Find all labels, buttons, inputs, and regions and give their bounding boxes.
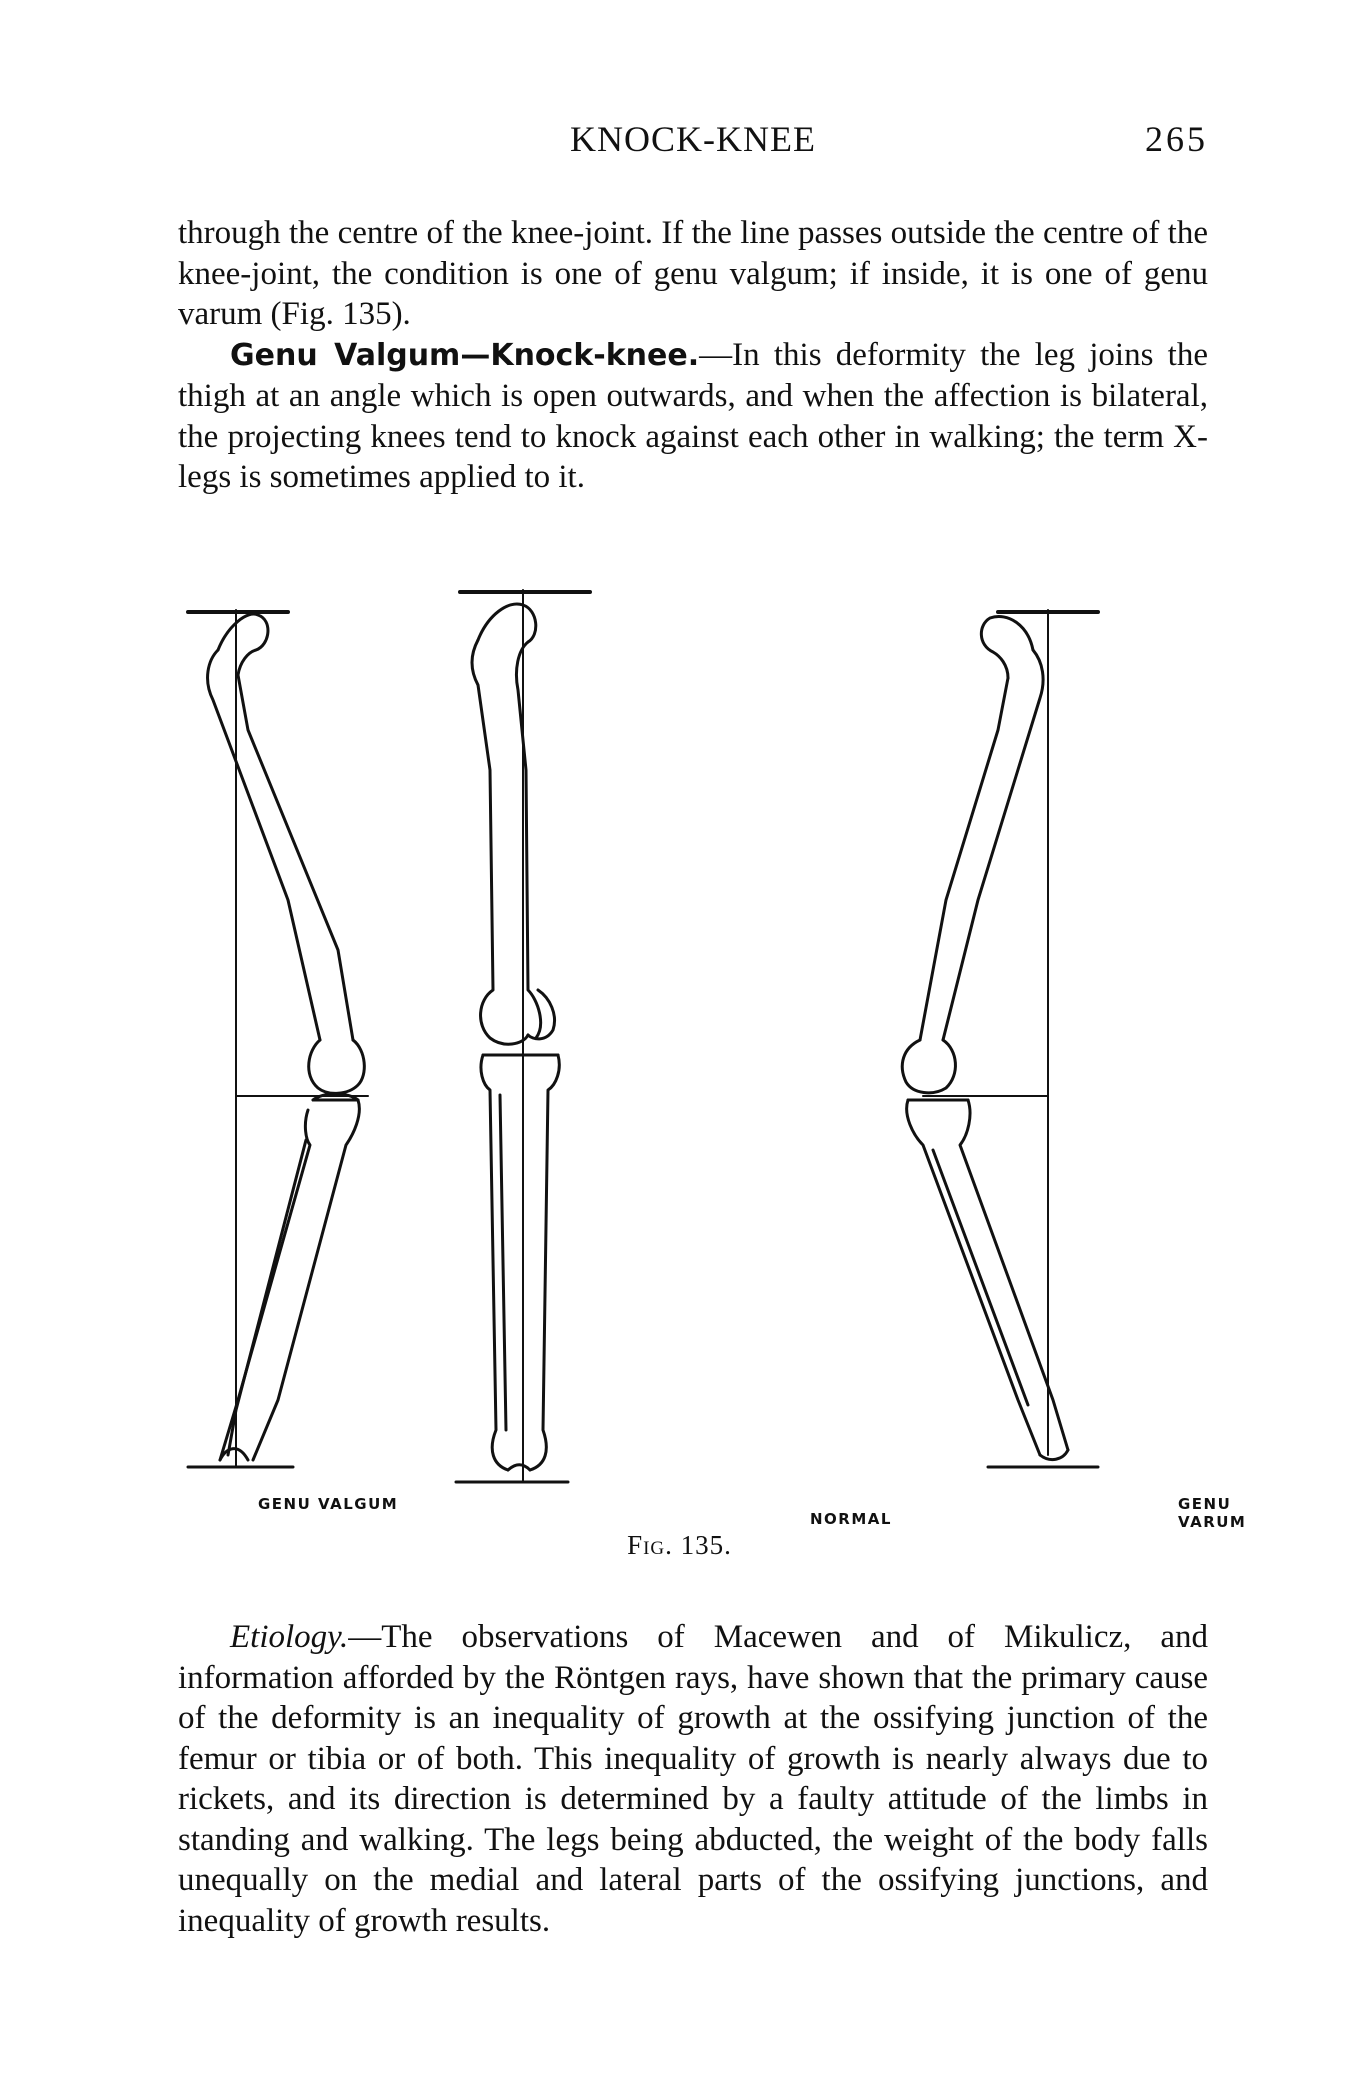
genu-valgum-diagram bbox=[188, 610, 368, 1467]
paragraph-etiology-text: —The observations of Macewen and of Mikulicz, and information afforded by the Röntgen rays, have shown that the primary cause of the deformity is an inequality of growth at the ossifying junction of the femur or tibia or of both. This inequality of growth is nearly always due to rickets, and its direction is determined by a faulty attitude of the limbs in standing and walking. The legs being abducted, the weight of the body falls unequally on the medial and lateral parts of the ossifying junctions, and inequality of growth results. bbox=[178, 1619, 1208, 1939]
section-heading-genu-valgum: Genu Valgum—Knock-knee. bbox=[230, 337, 700, 373]
label-normal: NORMAL bbox=[810, 1510, 892, 1528]
paragraph-etiology bbox=[178, 1617, 1208, 1941]
running-header bbox=[178, 118, 1208, 168]
figure-caption bbox=[0, 1530, 1359, 1561]
leg-diagrams bbox=[178, 570, 1208, 1500]
text-block-top bbox=[178, 213, 1208, 498]
page-number: 265 bbox=[1145, 119, 1208, 159]
paragraph-genu-valgum bbox=[178, 335, 1208, 498]
chapter-title: KNOCK-KNEE bbox=[570, 119, 816, 159]
text-block-bottom bbox=[178, 1617, 1208, 1941]
figure-caption-number: 135. bbox=[680, 1530, 732, 1560]
figure-caption-prefix: Fig. bbox=[627, 1530, 673, 1560]
figure-135 bbox=[178, 570, 1247, 1531]
section-heading-etiology: Etiology. bbox=[230, 1619, 349, 1655]
paragraph-continued: through the centre of the knee-joint. If the line passes outside the centre of the knee-joint, the condition is one of genu valgum; if inside, it is one of genu varum (Fig. 135). bbox=[178, 215, 1208, 332]
label-genu-varum: GENU VARUM bbox=[1178, 1495, 1247, 1531]
genu-varum-diagram bbox=[902, 610, 1098, 1467]
normal-diagram bbox=[456, 590, 590, 1482]
paragraph-genu-valgum-text: —In this deformity the leg joins the thigh at an angle which is open outwards, and when the affection is bilateral, the projecting knees tend to knock against each other in walking; the term X-legs is sometimes applied to it. bbox=[178, 336, 1208, 495]
label-genu-valgum: GENU VALGUM bbox=[258, 1495, 399, 1513]
